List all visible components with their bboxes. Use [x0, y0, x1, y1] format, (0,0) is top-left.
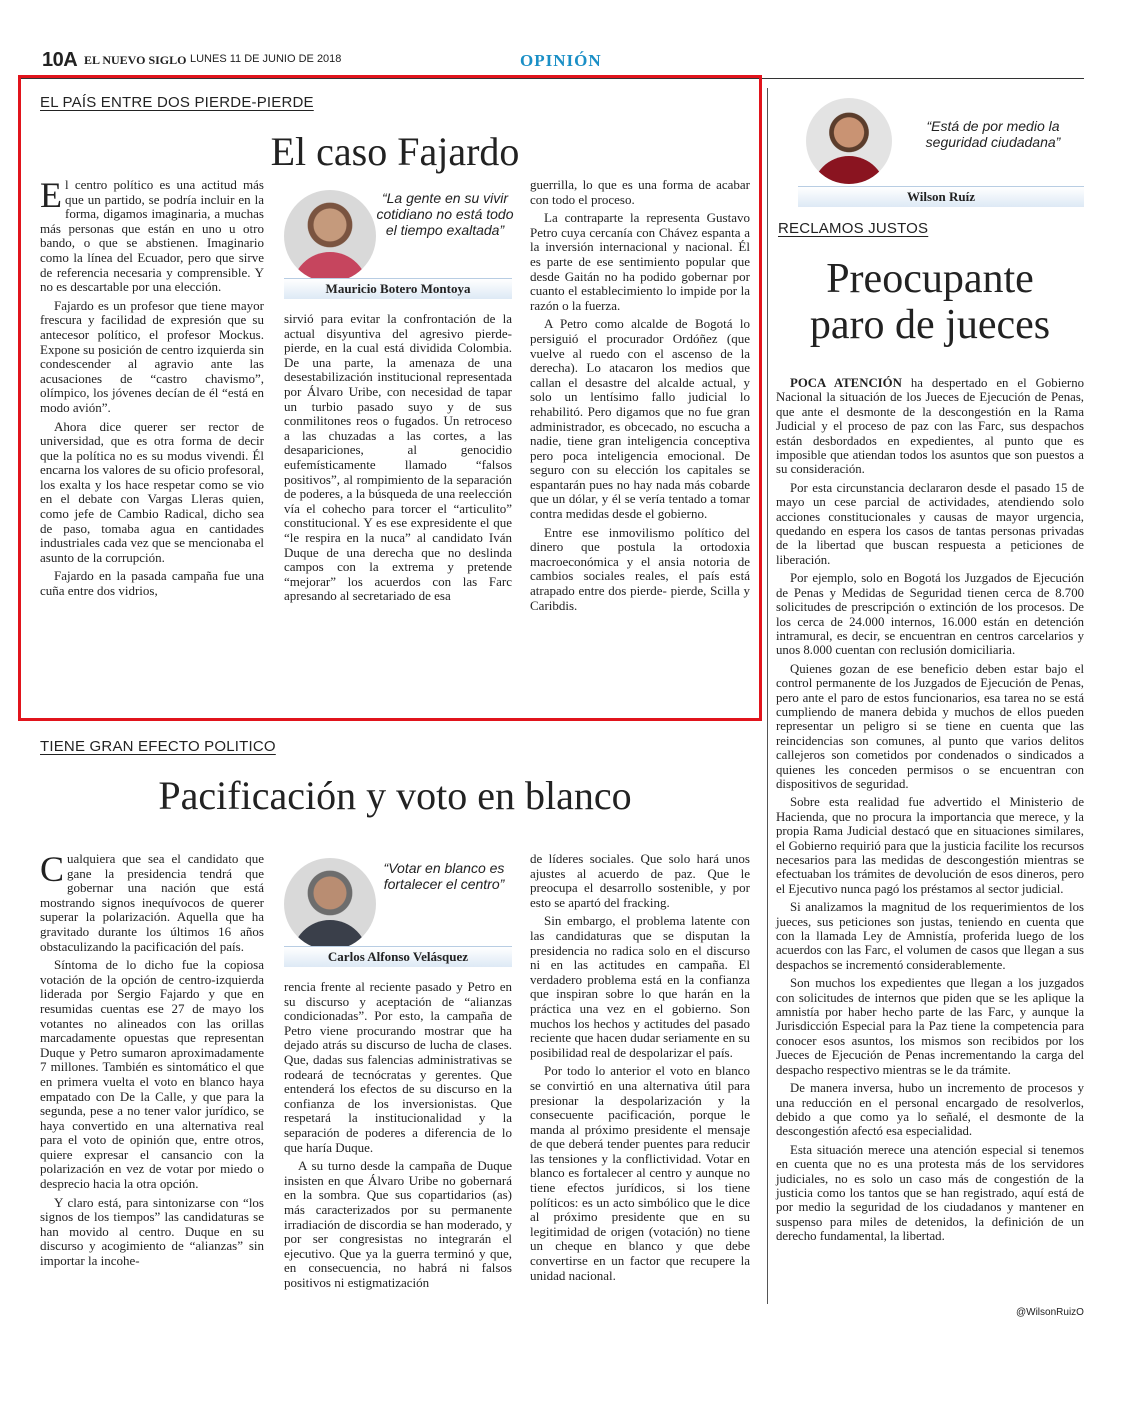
paragraph: A su turno desde la campaña de Duque insisten en que Álvaro Uribe no gobernará en la sombra. Que sus copartidarios (as) más caracterizados por su permanente irradiación de discordia se han moderado, y por ser congresistas no integrarán el ejecutivo. Que ya la guerra terminó y que, en consecuencia, no habrá ni falsos positivos ni estigmatización	[284, 1158, 512, 1290]
paragraph: Fajardo en la pasada campaña fue una cuña entre dos vidrios,	[40, 568, 264, 599]
paragraph: rencia frente al reciente pasado y Petro en su discurso y aceptación de “alianzas condicionadas”. Por esto, la campaña de Petro viene procurando mostrar que ha dejado atrás su discurso de lucha de clases. Que, dadas sus falencias administrativas se rodeará de tecnócratas y gerentes. Que entenderá los efectos de su discurso en la confianza de los inversionistas. Que respetará la institucionalidad y la separación de poderes a diferencia de lo que haría Duque.	[284, 979, 512, 1155]
author-photo	[284, 858, 376, 950]
paragraph: Por ejemplo, solo en Bogotá los Juzgados de Ejecución de Penas y Medidas de Seguridad tienen cerca de 8.700 solicitudes de prescripción o extinción de los procesos. De los cerca de 24.000 internos, 16.000 están en detención intramural, es decir, se encuentran en centros carcelarios y unos 8.000 cuentan con reclusión domiciliaria.	[776, 571, 1084, 658]
paragraph: Si analizamos la magnitud de los requerimientos de los jueces, sus peticiones son justas, teniendo en cuenta que con la llamada Ley de Amnistía, proferida luego de los acuerdos con las Farc, el volumen de casos que llegan a sus despachos se incrementó considerablemente.	[776, 900, 1084, 972]
paragraph: La contraparte la representa Gustavo Petro cuya cercanía con Chávez espanta a la inversión internacional y nacional. Él es parte de ese sentimiento popular que desde Gaitán no ha podido gobernar por cuanto el establecimiento lo impide por la razón o la fuerza.	[530, 210, 750, 313]
article1-column-2	[284, 312, 512, 608]
title-line: paro de jueces	[809, 302, 1051, 349]
article3-title	[776, 256, 1084, 348]
pull-quote-text: “Está de por medio la seguridad ciudadana”	[925, 118, 1061, 150]
author-photo	[806, 98, 892, 184]
section-title: OPINIÓN	[520, 51, 602, 70]
article1-column-1	[40, 175, 264, 603]
paragraph: El centro político es una actitud más que un partido, se podría incluir en la forma, digamos imaginaria, a muchas más personas que están en uno u otro bando, o que se abstienen. Imaginario como la línea del Ecuador, pero que sirve de referencia necesaria y comprensible. Y no es descartable por una elección.	[40, 175, 264, 295]
paragraph: sirvió para evitar la confrontación de la actual disyuntiva del agresivo pierde-pierde, en la cual está dividida Colombia. De una parte, la amenaza de una desestabilización institucional representada por Álvaro Uribe, con necesidad de tapar un turbio pasado suyo y de sus conmilitones reos o fugados. Un retroceso a las chuzadas a las cortes, a las desapariciones, al genocidio eufemísticamente llamado “falsos positivos”, al rompimiento de la separación de poderes, a la búsqueda de una reelección vía el cohecho para torcer el “articulito” constitucional. Y es ese expresidente el que “le respira en la nuca” al candidato Iván Duque de una derecha que no deslinda campos con la extrema y pretende “mejorar” los acuerdos con las Farc apresando al secretariado de esa	[284, 311, 512, 604]
paper-name: EL NUEVO SIGLO	[84, 53, 187, 67]
author-byline: Wilson Ruíz	[798, 186, 1084, 207]
article2-column-3	[530, 852, 750, 1287]
author-byline: Mauricio Botero Montoya	[284, 278, 512, 299]
paragraph: Esta situación merece una atención especial si tenemos en cuenta que no es una protesta más de los servidores judiciales, no es solo un caso más de congestión de la justicia como los tantos que se han registrado, aquí está de por medio la seguridad de los ciudadanos y mantener en suspenso para miles de detenidos, la definición de un derecho fundamental, la libertad.	[776, 1142, 1084, 1244]
article2-kicker: TIENE GRAN EFECTO POLITICO	[40, 738, 276, 755]
paragraph: de líderes sociales. Que solo hará unos ajustes al acuerdo de paz. Que le preocupa el desarrollo sostenible, y por esto se apartó del fracking.	[530, 851, 750, 910]
column-divider	[767, 88, 768, 1304]
article2-column-1	[40, 849, 264, 1273]
article1-kicker: EL PAÍS ENTRE DOS PIERDE-PIERDE	[40, 94, 314, 111]
paragraph: Por esta circunstancia declararon desde el pasado 15 de mayo un cese parcial de actividades, atendiendo solo acciones constitucionales y causas de mayor urgencia, quedando en espera los casos de tantas personas privadas de la libertad que buscan respuesta a peticiones de liberación.	[776, 480, 1084, 567]
article1-title: El caso Fajardo	[270, 129, 520, 174]
lead-text: ha despertado en el Gobierno Nacional la situación de los Jueces de Ejecución de Penas, que ante el desmonte de la descongestión en la Rama Judicial y el proceso de paz con las Farc, sus despachos están desbordados en expedientes, al punto que es imposible que atiendan todos los asuntos que son puestos a su consideración.	[776, 376, 1084, 477]
page-number: 10A	[42, 49, 78, 71]
article2-pull-quote	[284, 856, 512, 968]
issue-date: LUNES 11 DE JUNIO DE 2018	[190, 53, 342, 65]
paragraph: Síntoma de lo dicho fue la copiosa votación de la opción de centro-izquierda liderada por Sergio Fajardo y que en resumidas cuentas ese 27 de mayo los votantes no alineados con las orillas marcadamente opuestas que representan Duque y Petro sumaron aproximadamente 7 millones. También es sintomático el que en primera vuelta el voto en blanco haya empatado con De la Calle, y que para la segunda, pese a no tener valor jurídico, se haya convertido en una alternativa real para el voto de opinión que, entre otros, quiere expresar el cansancio con la polarización en vez de votar por miedo o desprecio hacia la otra opción.	[40, 957, 264, 1192]
paragraph: Sin embargo, el problema latente con las candidaturas que se disputan la presidencia no radica solo en el discurso ni en las actitudes en campaña. El verdadero problema está en la confianza que inspiran sobre lo que harán en la práctica una vez en el gobierno. Son muchos los hechos y actitudes del pasado reciente que hacen dudar seriamente en su posibilidad real de despolarizar el país.	[530, 913, 750, 1060]
author-photo	[284, 190, 376, 282]
paragraph: Sobre esta realidad fue advertido el Ministerio de Hacienda, que no procura la importancia que merece, y la propia Rama Judicial destacó que en situaciones similares, el Gobierno requirió para que la justicia facilite los recursos necesarios para las medidas de descongestión mientras se efectuaban los trámites de devolución de esos dineros, pero el Ejecutivo nunca pagó los préstamos al sector judicial.	[776, 795, 1084, 896]
article3-pull-quote	[798, 96, 1084, 208]
lead-bold: POCA ATENCIÓN	[790, 376, 902, 390]
article2-title: Pacificación y voto en blanco	[158, 773, 632, 818]
paragraph: Entre ese inmovilismo político del dinero que postula la ortodoxia macroeconómica y el ansia notoria de cambios sociales reales, el país está atrapado entre dos pierde- pierde, Scilla y Caribdis.	[530, 524, 750, 613]
paragraph: A Petro como alcalde de Bogotá lo persiguió el procurador Ordóñez (que vuelve al ruedo con el ascenso de la derecha). Lo atacaron los medios que callan el desastre del alcalde actual, y solo un lentísimo fallo judicial lo rehabilitó. Pero digamos que no fue gran administrador, es obcecado, no escucha a nadie, tiene gran inteligencia conceptiva pero poca inteligencia emocional. De seguro con su elección los capitales se espantarán pues no hay nada más cobarde que un dólar, y él se vería tentado a tomar contra medidas desde el gobierno.	[530, 316, 750, 522]
paragraph: Quienes gozan de ese beneficio deben estar bajo el control permanente de los Juzgados de Ejecución de Penas, pero ante el paro de estos funcionarios, esa tarea no se está cumpliendo de manera debida y muchos de ellos pueden representar un peligro si se tiene en cuenta que las reincidencias son comunes, al punto que varios delitos callejeros son cometidos por condenados o sindicados a quienes les conceden permisos o se encuentran con dispositivos de seguridad.	[776, 661, 1084, 791]
article2-column-2	[284, 980, 512, 1294]
title-line: Preocupante	[826, 256, 1034, 302]
article1-pull-quote	[284, 188, 512, 300]
paragraph: Ahora dice querer ser rector de universidad, que es otra forma de decir que la política no es su modus vivendi. Él encarna los valores de su oficio profesoral, los exalta y los hace respetar como se vio en el debate con Vargas Lleras quien, como jefe de Cambio Radical, dicho sea de paso, tomaba agua en cantidades industriales cada vez que se mencionaba el asunto de la corrupción.	[40, 418, 264, 565]
paragraph: guerrilla, lo que es una forma de acabar con todo el proceso.	[530, 177, 750, 207]
pull-quote-text: “Votar en blanco es fortalecer el centro”	[383, 860, 505, 892]
paragraph: Cualquiera que sea el candidato que gane la presidencia tendrá que gobernar una nación que está mostrando signos inequívocos de querer superar la polarización. Aquella que ha gravitado durante los últimos 16 años obstaculizando la pacificación del país.	[40, 849, 264, 954]
pull-quote-text: “La gente en su vivir cotidiano no está todo el tiempo exaltada”	[376, 190, 514, 238]
social-handle: @WilsonRuizO	[1016, 1307, 1084, 1318]
lead-paragraph	[776, 376, 1084, 477]
article3-kicker: RECLAMOS JUSTOS	[778, 220, 929, 237]
article3-column	[776, 376, 1084, 1248]
paragraph: De manera inversa, hubo un incremento de procesos y una reducción en el personal encargado de resolverlos, debido a que como ya lo señalé, el desmonte de la descongestión afectó esa especialidad.	[776, 1081, 1084, 1139]
paragraph: Y claro está, para sintonizarse con “los signos de los tiempos” las candidaturas se han movido al centro. Duque en su discurso y acogimiento de “alianzas” sin importar la incohe-	[40, 1194, 264, 1269]
author-byline: Carlos Alfonso Velásquez	[284, 946, 512, 967]
paragraph: Por todo lo anterior el voto en blanco se convirtió en una alternativa útil para presionar la despolarización y la consecuente pacificación, porque le manda al próximo presidente el mensaje de que deberá tender puentes para reducir las tensiones y la conflictividad. Votar en blanco es fortalecer al centro y aunque no tiene efectos jurídicos, si los tiene políticos: es un acto simbólico que le dice al próximo presidente que en su legitimidad de origen (votación) no tiene un cheque en blanco y que debe convertirse en un factor que recupere la unidad nacional.	[530, 1063, 750, 1283]
paragraph: Son muchos los expedientes que llegan a los juzgados con solicitudes de internos que piden que se les aplique la amnistía por haber hecho parte de las Farc, y aunque la Jurisdicción Especial para la Paz tiene la competencia para conocer esos asuntos, los mismos son recibidos por los Jueces de Ejecución de Penas incrementando la carga del despacho respectivo mientras se le da trámite.	[776, 976, 1084, 1077]
paragraph: Fajardo es un profesor que tiene mayor frescura y facilidad de expresión que su antecesor político, el profesor Mockus. Expone su posición de centro izquierda sin condescender al agravio ante las acusaciones de “castro chavismo”, olímpico, los jóvenes decían de él “está en modo avión”.	[40, 297, 264, 415]
article1-column-3	[530, 178, 750, 617]
masthead	[20, 47, 1084, 77]
